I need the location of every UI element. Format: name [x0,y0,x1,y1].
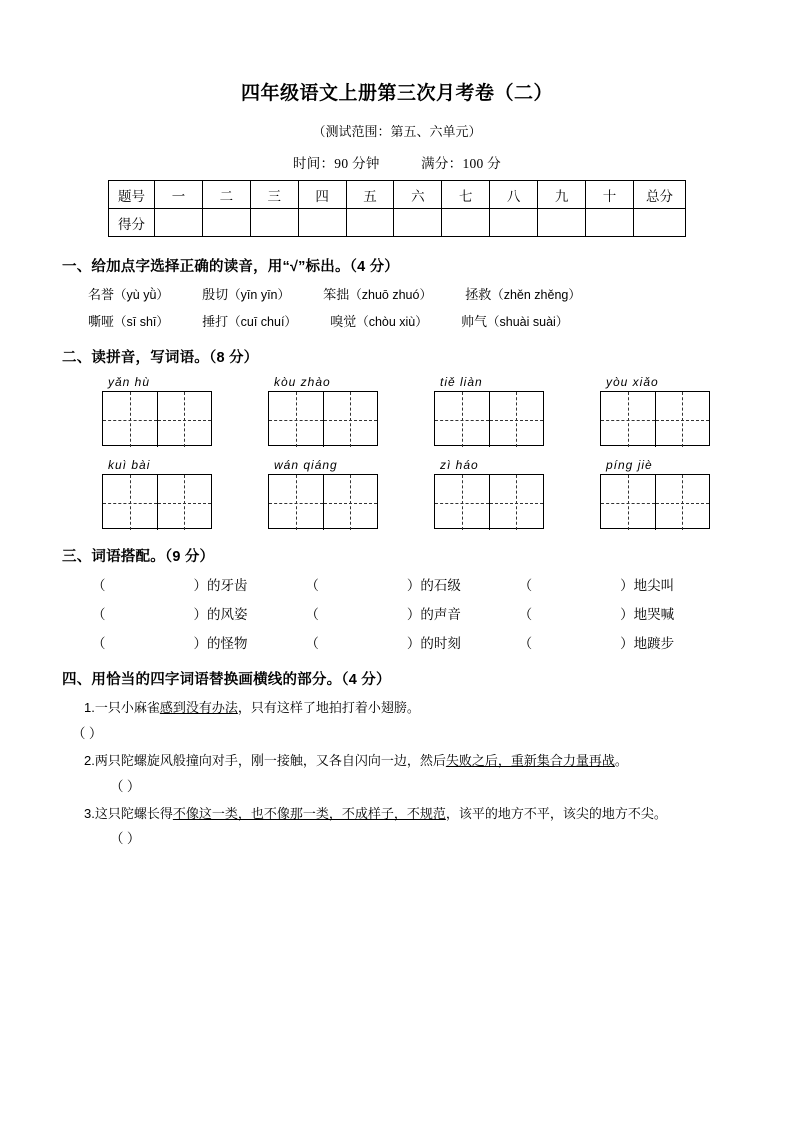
tianzige-item [600,458,710,529]
match-row [62,632,732,652]
score-table [108,180,686,237]
score-cell[interactable] [202,209,250,237]
question-number: 2. [84,752,95,768]
match-cell[interactable]: （ ）地踱步 [518,636,675,651]
answer-blank-1[interactable]: （ ） [72,725,103,741]
question-number: 1. [84,700,95,715]
pinyin-choice[interactable]: （yīn yīn） [228,288,290,302]
tianzige-pinyin: tiě liàn [440,375,483,389]
tianzige-pinyin: wán qiáng [274,458,338,472]
score-cell[interactable] [442,209,490,237]
tianzige-item [268,458,378,529]
match-label: ）的时刻 [406,636,461,651]
score-cell[interactable] [346,209,394,237]
match-label: ）地尖叫 [620,578,675,593]
tianzige-box[interactable] [434,474,544,529]
pinyin-item [330,311,428,330]
pinyin-item [202,311,297,330]
pinyin-word: 嗅觉 [330,314,357,329]
time-label: 时间：90 分钟 [292,156,380,171]
match-cell[interactable]: （ ）的石级 [305,578,461,593]
tianzige-item [268,375,378,446]
match-label: ）的牙齿 [193,578,248,593]
tianzige-pinyin: yòu xiǎo [606,375,659,389]
question-number: 3. [84,805,95,821]
tianzige-box[interactable] [434,391,544,446]
question-text-post: ，该平的地方不平，该尖的地方不尖。 [445,805,667,821]
question-underlined: 不像这一类，也不像那一类，不成样子，不规范 [172,805,446,821]
exam-meta [62,152,732,172]
score-col-4: 四 [298,181,346,209]
match-cell[interactable]: （ ）地尖叫 [518,578,675,593]
pinyin-word: 殷切 [202,287,229,302]
pinyin-word: 嘶哑 [88,314,115,329]
question-3 [62,803,732,826]
tianzige-pinyin: píng jiè [606,458,653,472]
answer-blank-3[interactable]: （ ） [110,831,141,847]
tianzige-box[interactable] [600,474,710,529]
tianzige-box[interactable] [102,391,212,446]
tianzige-pinyin: kuì bài [108,458,151,472]
pinyin-choice[interactable]: （chòu xiù） [356,315,428,329]
pinyin-item [88,284,169,303]
score-col-2: 二 [202,181,250,209]
match-label: ）地哭喊 [620,607,675,622]
score-cell[interactable] [394,209,442,237]
match-row [62,603,732,623]
match-label: ）的怪物 [193,636,248,651]
score-cell[interactable] [250,209,298,237]
question-1 [62,697,732,720]
question-text-pre: 这只陀螺长得 [94,805,173,821]
score-col-9: 九 [538,181,586,209]
match-label: ）的声音 [406,607,461,622]
tianzige-item [434,458,544,529]
question-underlined: 感到没有办法 [159,700,238,715]
score-col-7: 七 [442,181,490,209]
score-col-3: 三 [250,181,298,209]
pinyin-item [323,284,432,303]
question-underlined: 失败之后，重新集合力量再战 [445,752,615,768]
score-col-total: 总分 [634,181,686,209]
score-row-label: 题号 [109,181,155,209]
match-label: ）地踱步 [620,636,675,651]
question-text-post: ，只有这样了地拍打着小翅膀。 [237,700,420,715]
match-cell[interactable]: （ ）的风姿 [92,607,248,622]
score-cell[interactable] [298,209,346,237]
score-col-6: 六 [394,181,442,209]
tianzige-box[interactable] [268,474,378,529]
match-row [62,574,732,594]
pinyin-word: 帅气 [461,314,488,329]
tianzige-pinyin: zì háo [440,458,479,472]
pinyin-item [202,284,290,303]
pinyin-choice[interactable]: （yù yǜ） [114,288,169,302]
pinyin-item [461,311,568,330]
section-2-heading: 二、读拼音，写词语。（8 分） [62,350,259,366]
score-col-8: 八 [490,181,538,209]
question-text-pre: 一只小麻雀 [94,700,160,715]
section-3-heading: 三、词语搭配。（9 分） [62,549,215,565]
tianzige-row-2 [62,458,732,529]
match-cell[interactable]: （ ）的声音 [305,607,461,622]
question-2 [62,750,732,773]
tianzige-box[interactable] [268,391,378,446]
page-title: 四年级语文上册第三次月考卷（二） [240,83,553,104]
tianzige-item [102,458,212,529]
question-text-post: 。 [614,752,628,768]
match-cell[interactable]: （ ）地哭喊 [518,607,675,622]
score-table-header-row [109,181,686,209]
tianzige-box[interactable] [102,474,212,529]
section-1-line-2 [62,311,732,330]
question-text-pre: 两只陀螺旋风般撞向对手，刚一接触，又各自闪向一边，然后 [94,752,446,768]
section-4-heading: 四、用恰当的四字词语替换画横线的部分。（4 分） [62,672,391,688]
tianzige-row-1 [62,375,732,446]
pinyin-word: 名誉 [88,287,115,302]
score-col-5: 五 [346,181,394,209]
full-score-label: 满分：100 分 [421,156,502,171]
score-col-1: 一 [155,181,203,209]
pinyin-choice[interactable]: （sī shī） [114,315,169,329]
score-cell-total[interactable] [634,209,686,237]
match-cell[interactable]: （ ）的牙齿 [92,578,248,593]
score-cell[interactable] [155,209,203,237]
tianzige-box[interactable] [600,391,710,446]
match-label: ）的风姿 [193,607,248,622]
pinyin-item [465,284,581,303]
pinyin-choice[interactable]: （cuī chuí） [228,315,297,329]
tianzige-pinyin: yǎn hù [108,375,151,389]
tianzige-item [434,375,544,446]
pinyin-word: 拯救 [465,287,492,302]
pinyin-choice[interactable]: （zhěn zhěng） [491,288,581,302]
score-table-value-row [109,209,686,237]
page-subtitle: （测试范围：第五、六单元） [312,124,482,139]
score-cell[interactable] [490,209,538,237]
match-cell[interactable]: （ ）的怪物 [92,636,248,651]
score-cell[interactable] [538,209,586,237]
pinyin-item [88,311,169,330]
tianzige-item [600,375,710,446]
score-col-10: 十 [586,181,634,209]
answer-blank-2[interactable]: （ ） [110,778,141,794]
pinyin-word: 捶打 [202,314,229,329]
pinyin-word: 笨拙 [323,287,350,302]
tianzige-pinyin: kòu zhào [274,375,331,389]
tianzige-item [102,375,212,446]
score-row-label-2: 得分 [109,209,155,237]
match-label: ）的石级 [406,578,461,593]
pinyin-choice[interactable]: （zhuō zhuó） [349,288,432,302]
match-cell[interactable]: （ ）的时刻 [305,636,461,651]
section-1-heading: 一、给加点字选择正确的读音，用“√”标出。（4 分） [62,259,399,275]
score-cell[interactable] [586,209,634,237]
section-1-line-1 [62,284,732,303]
pinyin-choice[interactable]: （shuài suài） [487,315,569,329]
